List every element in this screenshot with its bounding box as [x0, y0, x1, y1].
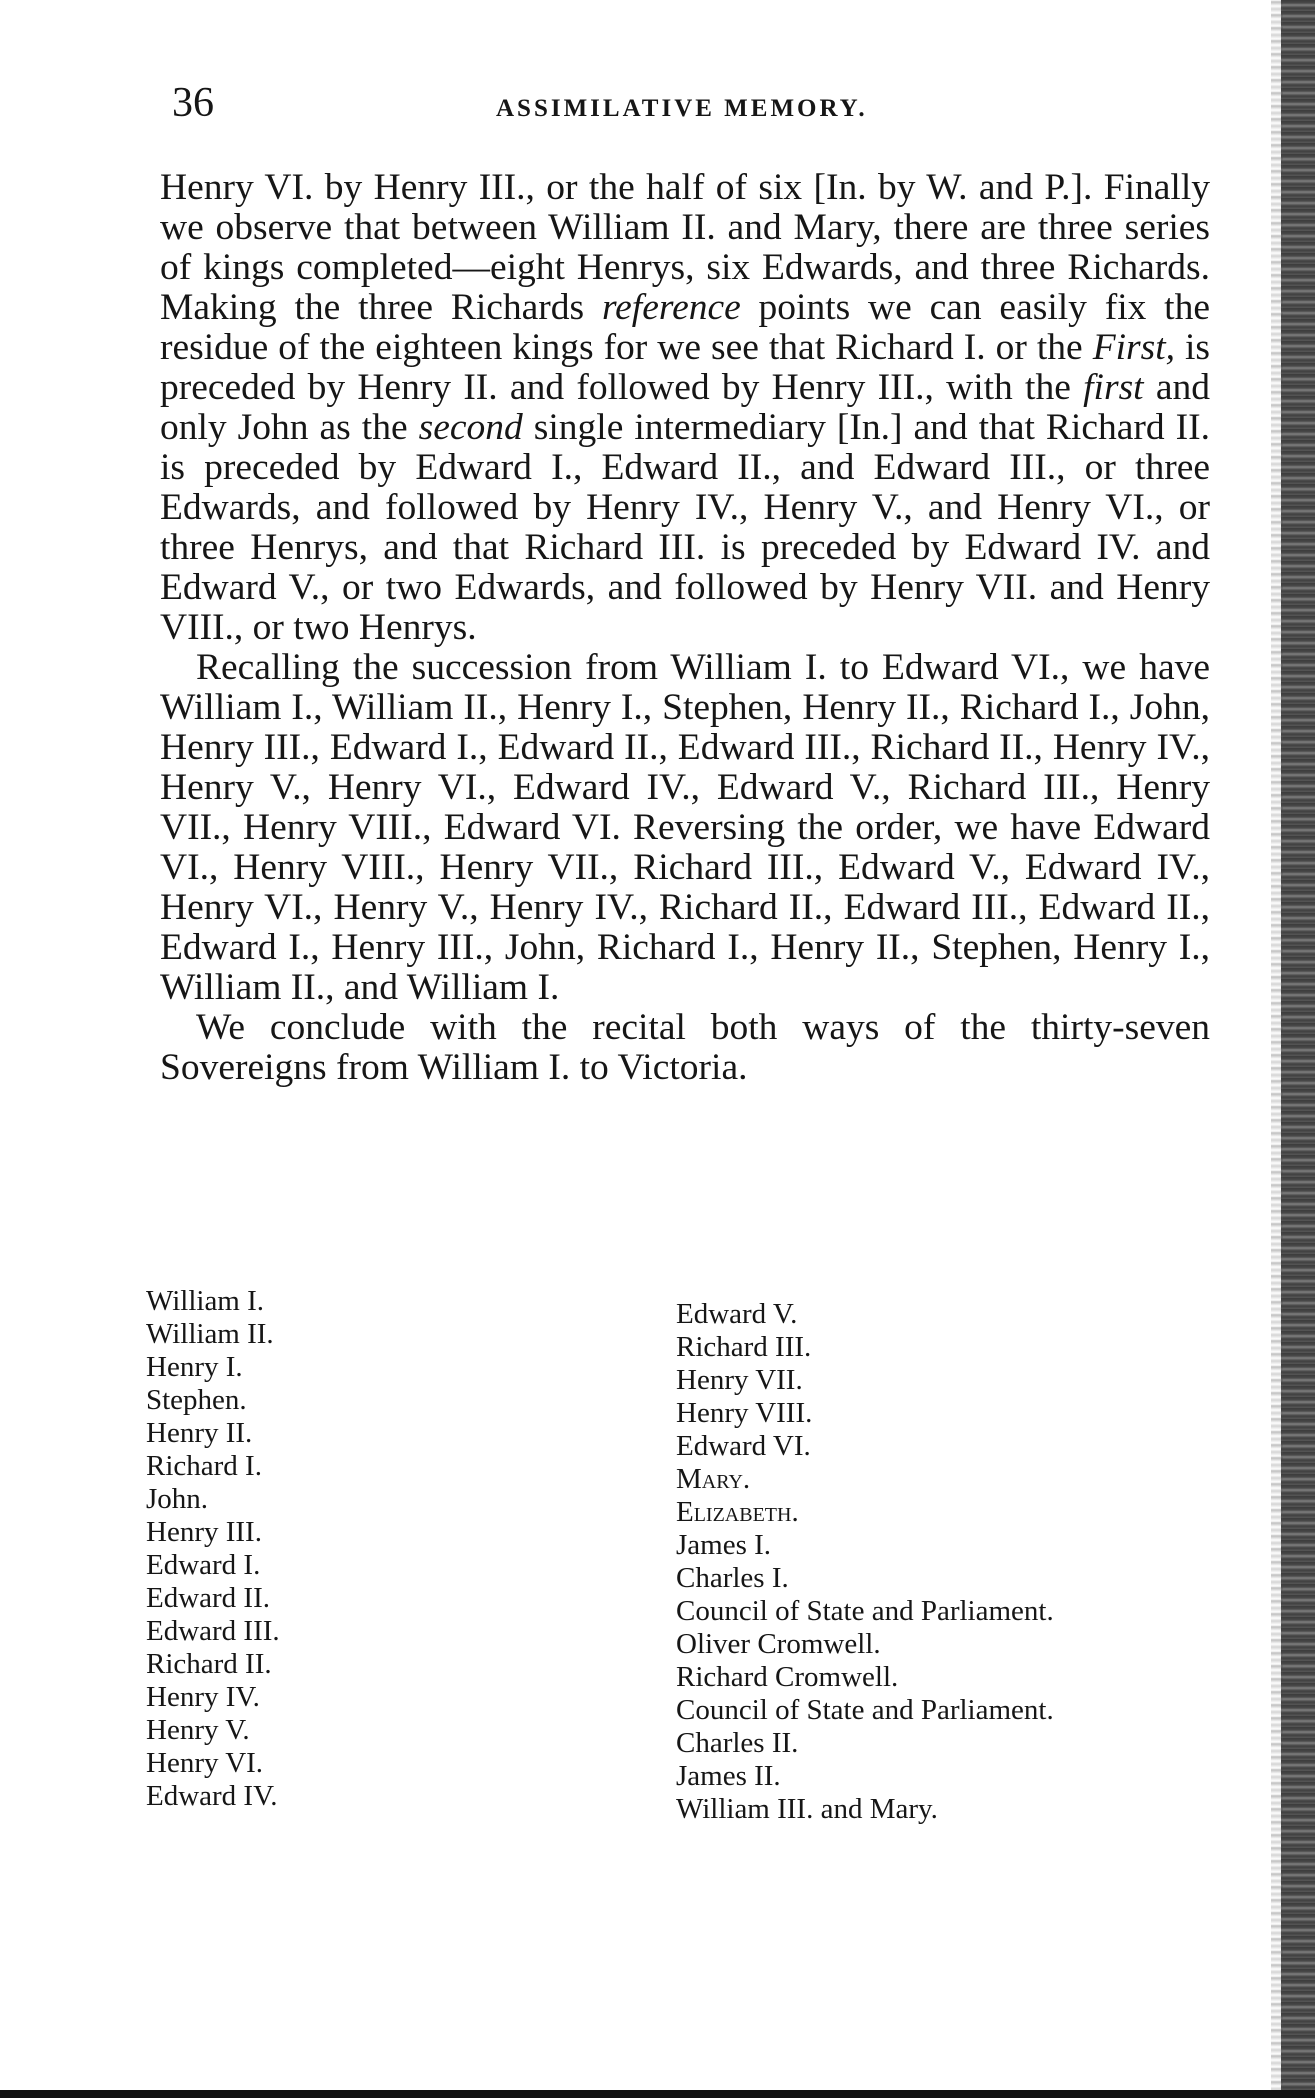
list-item: Stephen.: [146, 1384, 247, 1416]
list-item: Henry II.: [146, 1417, 253, 1449]
list-item: Charles I.: [676, 1562, 789, 1594]
list-item: Mary.: [676, 1463, 751, 1495]
bottom-scan-border: [0, 2090, 1315, 2098]
list-item: Henry VI.: [146, 1747, 264, 1779]
list-item: Elizabeth.: [676, 1496, 799, 1528]
list-item: Edward V.: [676, 1298, 798, 1330]
list-item: John.: [146, 1483, 209, 1515]
list-item: Henry III.: [146, 1516, 262, 1548]
p1-text-a: Henry VI. by Henry III., or the half of six [In. by W. and P.]. Finally we observe that between William II. and Mary, there are three series of kings completed—eight Henrys, six Edwards, and three Richards. Making the three Richards: [160, 167, 1210, 328]
sovereigns-list-right: [676, 1298, 1054, 1826]
list-item: Edward III.: [146, 1615, 280, 1647]
list-item: Richard III.: [676, 1331, 812, 1363]
p1-italic-reference: reference: [601, 287, 741, 328]
list-item: Edward VI.: [676, 1430, 811, 1462]
list-item: William I.: [146, 1285, 265, 1317]
page-number: 36: [172, 80, 214, 126]
paragraph-2: Recalling the succession from William I. to Edward VI., we have William I., William II., Henry I., Stephen, Henry II., Richard I., John, Henry III., Edward I., Edward II., Edward III., Richard II., Henry IV., Henry V., Henry VI., Edward IV., Edward V., Richard III., Henry VII., Henry VIII., Edward VI. Reversing the order, we have Edward VI., Henry VIII., Henry VII., Richard III., Edward V., Edward IV., Henry VI., Henry V., Henry IV., Richard II., Edward III., Edward II., Edward I., Henry III., John, Richard I., Henry II., Stephen, Henry I., William II., and William I.: [160, 647, 1210, 1008]
list-item: Edward I.: [146, 1549, 261, 1581]
paragraph-1: [160, 168, 1210, 648]
list-item: Henry V.: [146, 1714, 250, 1746]
list-item: Henry VII.: [676, 1364, 803, 1396]
list-item: William III. and Mary.: [676, 1793, 938, 1825]
list-item: James I.: [676, 1529, 772, 1561]
sovereigns-list-left: [146, 1285, 280, 1813]
list-item: Edward II.: [146, 1582, 271, 1614]
paragraph-3: We conclude with the recital both ways of the thirty-seven Sovereigns from William I. to Victoria.: [160, 1007, 1210, 1088]
list-item: William II.: [146, 1318, 274, 1350]
list-item: Henry VIII.: [676, 1397, 813, 1429]
list-item: Council of State and Parliament.: [676, 1595, 1054, 1627]
p1-text-g: and only John as the: [160, 367, 1211, 448]
p1-text-c: points we can easily fix the residue of the eighteen kings for we see that Richard I. or the: [160, 287, 1210, 368]
running-head: ASSIMILATIVE MEMORY.: [496, 95, 868, 122]
p1-text-e: is preceded by Henry II. and followed by Henry III., with the: [160, 327, 1211, 408]
list-item: Charles II.: [676, 1727, 799, 1759]
list-item: Edward IV.: [146, 1780, 278, 1812]
body-text: [160, 168, 1210, 1088]
page-edge-shadow: [1281, 0, 1315, 2098]
list-item: James II.: [676, 1760, 781, 1792]
list-item: Richard Cromwell.: [676, 1661, 899, 1693]
p1-text-i: single intermediary [In.] and that Richard II. is preceded by Edward I., Edward II., and Edward III., or three Edwards, and followed by Henry IV., Henry V., and Henry VI., or three Henrys, and that Richard III. is preceded by Edward IV. and Edward V., or two Edwards, and followed by Henry VII. and Henry VIII., or two Henrys.: [160, 407, 1210, 648]
p1-italic-first: First,: [1092, 327, 1175, 368]
list-item: Richard II.: [146, 1648, 272, 1680]
list-item: Henry IV.: [146, 1681, 260, 1713]
p1-italic-second: second: [418, 407, 523, 448]
list-item: Henry I.: [146, 1351, 243, 1383]
list-item: Oliver Cromwell.: [676, 1628, 881, 1660]
p1-italic-first-lower: first: [1083, 367, 1144, 408]
list-item: Richard I.: [146, 1450, 262, 1482]
list-item: Council of State and Parliament.: [676, 1694, 1054, 1726]
